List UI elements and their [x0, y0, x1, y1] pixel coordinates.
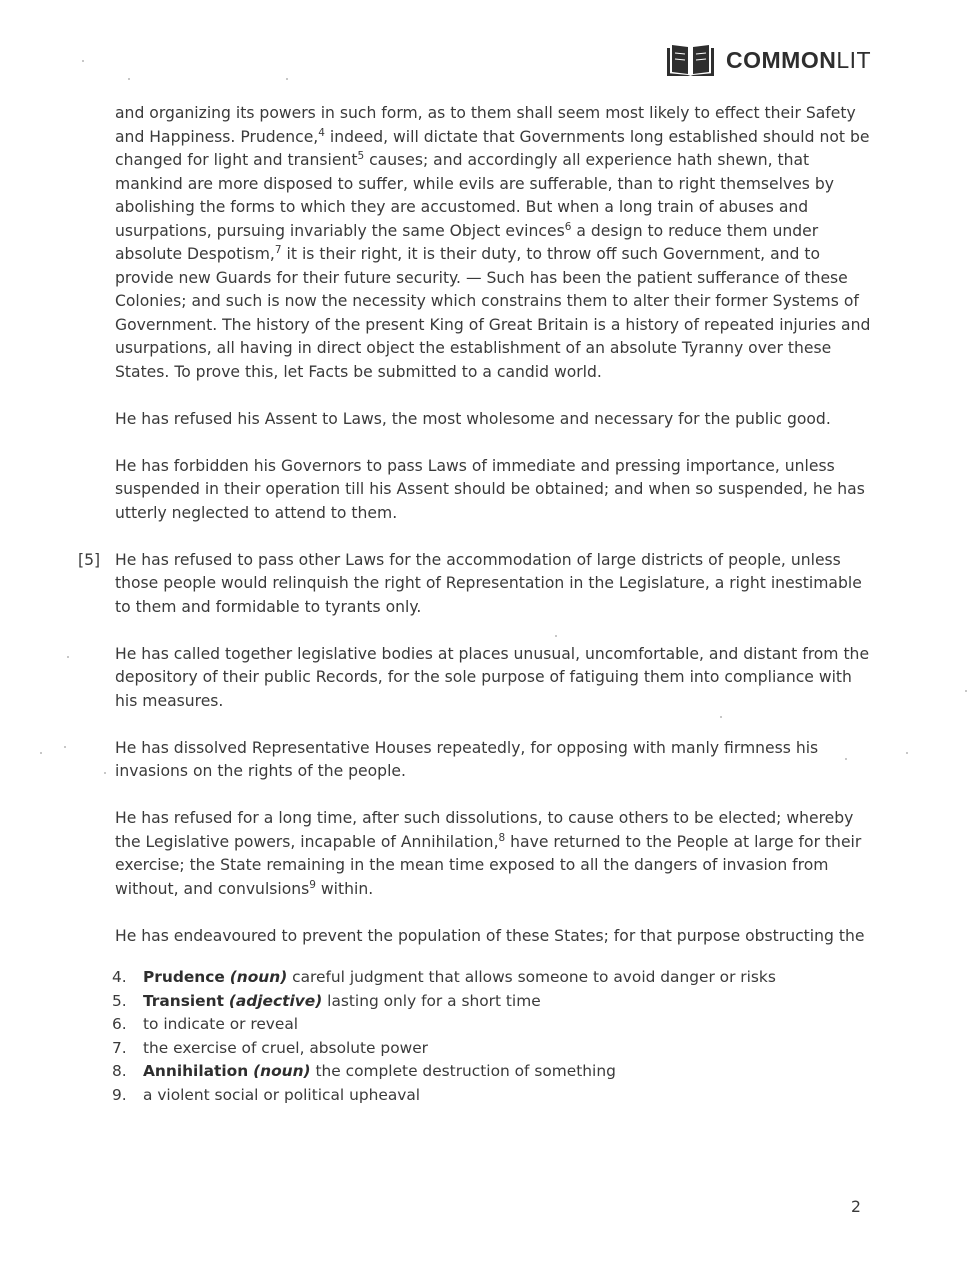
document-body — [78, 102, 875, 972]
footnote-item — [112, 990, 872, 1014]
footnote-number: 8. — [112, 1062, 127, 1080]
paragraph: He has endeavoured to prevent the population of these States; for that purpose obstructing the — [115, 926, 865, 945]
footnote-number: 9. — [112, 1085, 127, 1104]
page-number: 2 — [851, 1198, 861, 1216]
footnote-item — [112, 1037, 872, 1061]
footnote-item — [112, 966, 872, 990]
footnote-part-of-speech: (adjective) — [228, 991, 323, 1010]
scan-speck — [67, 656, 69, 658]
scan-speck — [64, 746, 66, 748]
footnote-term: Annihilation — [143, 1062, 249, 1080]
scan-speck — [104, 772, 106, 774]
footnote-text: a violent social or political upheaval — [143, 1085, 421, 1104]
scan-speck — [720, 716, 722, 718]
footnote-text: Prudence (noun) careful judgment that allows someone to avoid danger or risks — [143, 968, 776, 986]
footnote-item — [112, 1084, 872, 1108]
scan-speck — [906, 752, 908, 754]
footnote-number: 7. — [112, 1038, 127, 1057]
paragraph: [5] He has refused to pass other Laws for the accommodation of large districts of people, unless those people would relinquish the right of Representation in the Legislature, a right inestimable to them and formidable to tyrants only. — [78, 550, 862, 616]
scan-speck — [965, 690, 967, 692]
footnote-number: 6. — [112, 1015, 127, 1033]
footnote-marker: 7 — [274, 243, 282, 256]
footnote-marker: 6 — [564, 220, 572, 233]
scan-speck — [82, 60, 84, 62]
footnote-item — [112, 1013, 872, 1037]
scan-speck — [40, 752, 42, 754]
paragraph: He has refused his Assent to Laws, the most wholesome and necessary for the public good. — [115, 409, 831, 428]
scan-speck — [555, 635, 557, 637]
footnote-term: Transient — [143, 991, 224, 1010]
footnote-term: Prudence — [143, 968, 225, 986]
footnote-number: 4. — [112, 968, 127, 986]
paragraph: He has refused for a long time, after such dissolutions, to cause others to be elected; whereby the Legislative powers, incapable of Annihilation,$^8$ have returned to the People at large for their exercise; the State remaining in the mean time exposed to all the dangers of invasion from without, and convulsions$^9$ within. — [115, 809, 862, 898]
footnotes-list — [112, 966, 872, 1107]
footnote-part-of-speech: (noun) — [229, 968, 288, 986]
scan-speck — [286, 78, 288, 80]
paragraph: and organizing its powers in such form, as to them shall seem most likely to effect their Safety and Happiness. Prudence,$^4$ indeed, will dictate that Governments long established should not be changed for light and transient$^5$ causes; and accordingly all experience hath shewn, that mankind are more disposed to suffer, while evils are sufferable, than to right themselves by abolishing the forms to which they are accustomed. But when a long train of abuses and usurpations, pursuing invariably the same Object evinces$^6$ a design to reduce them under absolute Despotism,$^7$ it is their right, it is their duty, to throw off such Government, and to provide new Guards for their future security. — Such has been the patient sufferance of these Colonies; and such is now the necessity which constrains them to alter their former Systems of Government. The history of the present King of Great Britain is a history of repeated injuries and usurpations, all having in direct object the establishment of an absolute Tyranny over these States. To prove this, let Facts be submitted to a candid world. — [115, 104, 871, 381]
footnote-part-of-speech: (noun) — [253, 1062, 311, 1080]
paragraph-number: [5] — [78, 550, 101, 569]
logo-text: COMMONLIT — [726, 46, 872, 73]
paragraph: He has dissolved Representative Houses repeatedly, for opposing with manly firmness his invasions on the rights of the people. — [115, 738, 819, 780]
footnote-text: the exercise of cruel, absolute power — [143, 1038, 428, 1057]
footnote-number: 5. — [112, 991, 127, 1010]
footnote-text: to indicate or reveal — [143, 1015, 299, 1033]
commonlit-logo — [667, 44, 871, 76]
footnote-item — [112, 1060, 872, 1084]
footnote-marker: 4 — [318, 126, 325, 139]
footnote-marker: 8 — [498, 831, 506, 844]
footnote-text: Transient (adjective) lasting only for a short time — [143, 991, 541, 1010]
paragraph: He has called together legislative bodies at places unusual, uncomfortable, and distant from the depository of their public Records, for the sole purpose of fatiguing them into compliance with his measures. — [115, 644, 870, 710]
paragraph: He has forbidden his Governors to pass Laws of immediate and pressing importance, unless suspended in their operation till his Assent should be obtained; and when so suspended, he has utterly neglected to attend to them. — [115, 456, 865, 522]
footnote-text: Annihilation (noun) the complete destruction of something — [143, 1062, 616, 1080]
footnote-marker: 5 — [357, 149, 365, 162]
footnote-marker: 9 — [309, 878, 316, 891]
scan-speck — [845, 758, 847, 760]
open-book-icon — [667, 44, 714, 76]
scan-speck — [128, 78, 130, 80]
